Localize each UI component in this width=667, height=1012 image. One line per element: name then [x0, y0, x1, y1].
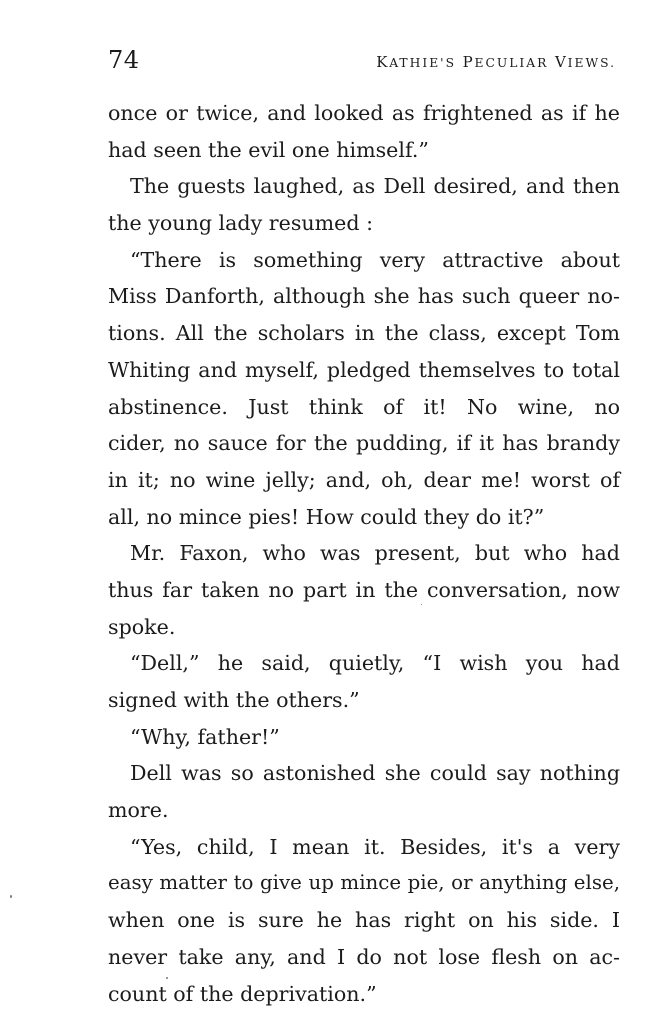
text-line: all, no mince pies! How could they do it?” — [108, 499, 620, 536]
paper-speck — [166, 977, 168, 979]
paper-speck — [10, 895, 12, 898]
running-head: KATHIE'S PECULIAR VIEWS. — [376, 47, 616, 78]
body-text — [108, 95, 620, 1012]
text-line: signed with the others.” — [108, 682, 620, 719]
text-line: “Yes, child, I mean it. Besides, it's a very — [108, 829, 620, 866]
text-line: tions. All the scholars in the class, except Tom — [108, 315, 620, 352]
page-header — [108, 44, 618, 76]
text-line: when one is sure he has right on his side. I — [108, 902, 620, 939]
text-line: never take any, and I do not lose flesh on ac- — [108, 939, 620, 976]
text-line: count of the deprivation.” — [108, 976, 620, 1012]
text-line: in it; no wine jelly; and, oh, dear me! worst of — [108, 462, 620, 499]
text-line: Mr. Faxon, who was present, but who had — [108, 535, 620, 572]
text-line: abstinence. Just think of it! No wine, no — [108, 389, 620, 426]
text-line: more. — [108, 792, 620, 829]
text-line: easy matter to give up mince pie, or anything else, — [108, 865, 620, 902]
text-line: Miss Danforth, although she has such queer no- — [108, 278, 620, 315]
text-line: “Why, father!” — [108, 719, 620, 756]
text-line: thus far taken no part in the conversation, now — [108, 572, 620, 609]
text-line: cider, no sauce for the pudding, if it has brandy — [108, 425, 620, 462]
text-line: Whiting and myself, pledged themselves to total — [108, 352, 620, 389]
text-line: had seen the evil one himself.” — [108, 132, 620, 169]
text-line: The guests laughed, as Dell desired, and then — [108, 168, 620, 205]
page-number: 74 — [108, 44, 140, 76]
text-line: “Dell,” he said, quietly, “I wish you had — [108, 645, 620, 682]
text-line: spoke. — [108, 609, 620, 646]
paper-speck — [421, 604, 422, 605]
text-line: the young lady resumed : — [108, 205, 620, 242]
text-line: “There is something very attractive about — [108, 242, 620, 279]
text-line: once or twice, and looked as frightened as if he — [108, 95, 620, 132]
text-line: Dell was so astonished she could say nothing — [108, 755, 620, 792]
